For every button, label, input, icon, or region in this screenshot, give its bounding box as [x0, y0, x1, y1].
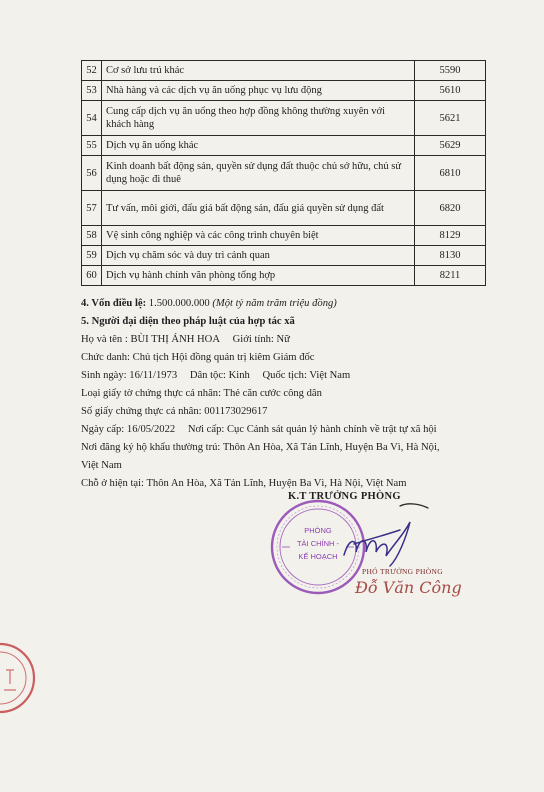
- business-line-name: Nhà hàng và các dịch vụ ăn uống phục vụ lưu động: [102, 81, 415, 101]
- name-line: [81, 334, 290, 345]
- table-row: [82, 136, 486, 156]
- current-address-label: Chỗ ở hiện tại:: [81, 478, 144, 489]
- table-row: [82, 61, 486, 81]
- table-row: [82, 101, 486, 136]
- row-number: 56: [82, 156, 102, 191]
- nationality-label: Quốc tịch:: [262, 370, 307, 381]
- table-row: [82, 226, 486, 246]
- issue-date-label: Ngày cấp:: [81, 424, 125, 435]
- row-number: 55: [82, 136, 102, 156]
- dob-line: [81, 370, 350, 381]
- business-line-code: 8130: [415, 246, 486, 266]
- business-line-name: Cơ sở lưu trú khác: [102, 61, 415, 81]
- current-address-line: [81, 478, 407, 489]
- business-line-code: 8129: [415, 226, 486, 246]
- business-line-name: Vệ sinh công nghiệp và các công trình chuyên biệt: [102, 226, 415, 246]
- household-line: [81, 442, 440, 453]
- row-number: 53: [82, 81, 102, 101]
- title-label: Chức danh:: [81, 352, 130, 363]
- business-line-code: 6820: [415, 191, 486, 226]
- business-line-name: Tư vấn, môi giới, đấu giá bất động sản, đấu giá quyền sử dụng đất: [102, 191, 415, 226]
- business-line-code: 5590: [415, 61, 486, 81]
- household-value-2: Việt Nam: [81, 460, 122, 471]
- signer-name: Đỗ Văn Công: [355, 578, 462, 597]
- representative-heading: 5. Người đại diện theo pháp luật của hợp tác xã: [81, 316, 295, 327]
- id-type-label: Loại giấy tờ chứng thực cá nhân:: [81, 388, 222, 399]
- id-number-line: [81, 406, 267, 417]
- stamp-line-3: KẾ HOẠCH: [298, 552, 338, 561]
- dob-value: 16/11/1973: [129, 370, 178, 381]
- row-number: 54: [82, 101, 102, 136]
- id-number-value: 001173029617: [204, 406, 268, 417]
- table-row: [82, 156, 486, 191]
- gender-value: Nữ: [276, 334, 290, 345]
- signature-heading: K.T TRƯỞNG PHÒNG: [288, 491, 401, 502]
- business-line-name: Dịch vụ hành chính văn phòng tổng hợp: [102, 266, 415, 286]
- issue-place-value: Cục Cảnh sát quản lý hành chính về trật tự xã hội: [226, 424, 437, 435]
- business-line-name: Dịch vụ ăn uống khác: [102, 136, 415, 156]
- household-label: Nơi đăng ký hộ khẩu thường trú:: [81, 442, 221, 453]
- business-line-code: 5629: [415, 136, 486, 156]
- business-line-name: Cung cấp dịch vụ ăn uống theo hợp đồng không thường xuyên với khách hàng: [102, 101, 415, 136]
- gender-label: Giới tính:: [232, 334, 274, 345]
- deputy-title: PHÓ TRƯỞNG PHÒNG: [362, 567, 443, 576]
- stamp-line-2: TÀI CHÍNH -: [296, 539, 340, 548]
- row-number: 59: [82, 246, 102, 266]
- ethnic-label: Dân tộc:: [189, 370, 226, 381]
- table-row: [82, 191, 486, 226]
- row-number: 60: [82, 266, 102, 286]
- business-line-code: 5610: [415, 81, 486, 101]
- title-line: [81, 352, 315, 363]
- id-type-line: [81, 388, 322, 399]
- issue-date-value: 16/05/2022: [126, 424, 176, 435]
- business-line-name: Kinh doanh bất động sản, quyền sử dụng đất thuộc chủ sở hữu, chủ sử dụng hoặc đi thuê: [102, 156, 415, 191]
- table-row: [82, 81, 486, 101]
- title-value: Chủ tịch Hội đồng quản trị kiêm Giám đốc: [132, 352, 315, 363]
- row-number: 58: [82, 226, 102, 246]
- table-row: [82, 246, 486, 266]
- id-type-value: Thẻ căn cước công dân: [223, 388, 322, 399]
- table-row: [82, 266, 486, 286]
- nationality-value: Việt Nam: [309, 370, 351, 381]
- name-label: Họ và tên :: [81, 334, 128, 345]
- row-number: 52: [82, 61, 102, 81]
- current-address-value: Thôn An Hòa, Xã Tản Lĩnh, Huyện Ba Vì, Hà Nội, Việt Nam: [146, 478, 407, 489]
- capital-words: (Một tỷ năm trăm triệu đồng): [212, 298, 337, 309]
- dob-label: Sinh ngày:: [81, 370, 127, 381]
- business-line-name: Dịch vụ chăm sóc và duy trì cảnh quan: [102, 246, 415, 266]
- capital-line: [81, 298, 337, 309]
- capital-amount: 1.500.000.000: [148, 298, 210, 309]
- ethnic-value: Kinh: [228, 370, 250, 381]
- row-number: 57: [82, 191, 102, 226]
- household-value-1: Thôn An Hòa, Xã Tản Lĩnh, Huyện Ba Vì, Hà Nội,: [222, 442, 440, 453]
- handwritten-signature: [320, 500, 440, 570]
- business-line-code: 8211: [415, 266, 486, 286]
- capital-label: 4. Vốn điều lệ:: [81, 298, 147, 309]
- business-line-code: 5621: [415, 101, 486, 136]
- issue-place-label: Nơi cấp:: [187, 424, 225, 435]
- stamp-line-1: PHÒNG: [304, 526, 332, 535]
- business-line-code: 6810: [415, 156, 486, 191]
- id-number-label: Số giấy chứng thực cá nhân:: [81, 406, 202, 417]
- representative-name: BÙI THỊ ÁNH HOA: [130, 334, 220, 345]
- partial-stamp-margin: [0, 640, 36, 716]
- business-lines-table: [81, 60, 486, 286]
- issue-line: [81, 424, 437, 435]
